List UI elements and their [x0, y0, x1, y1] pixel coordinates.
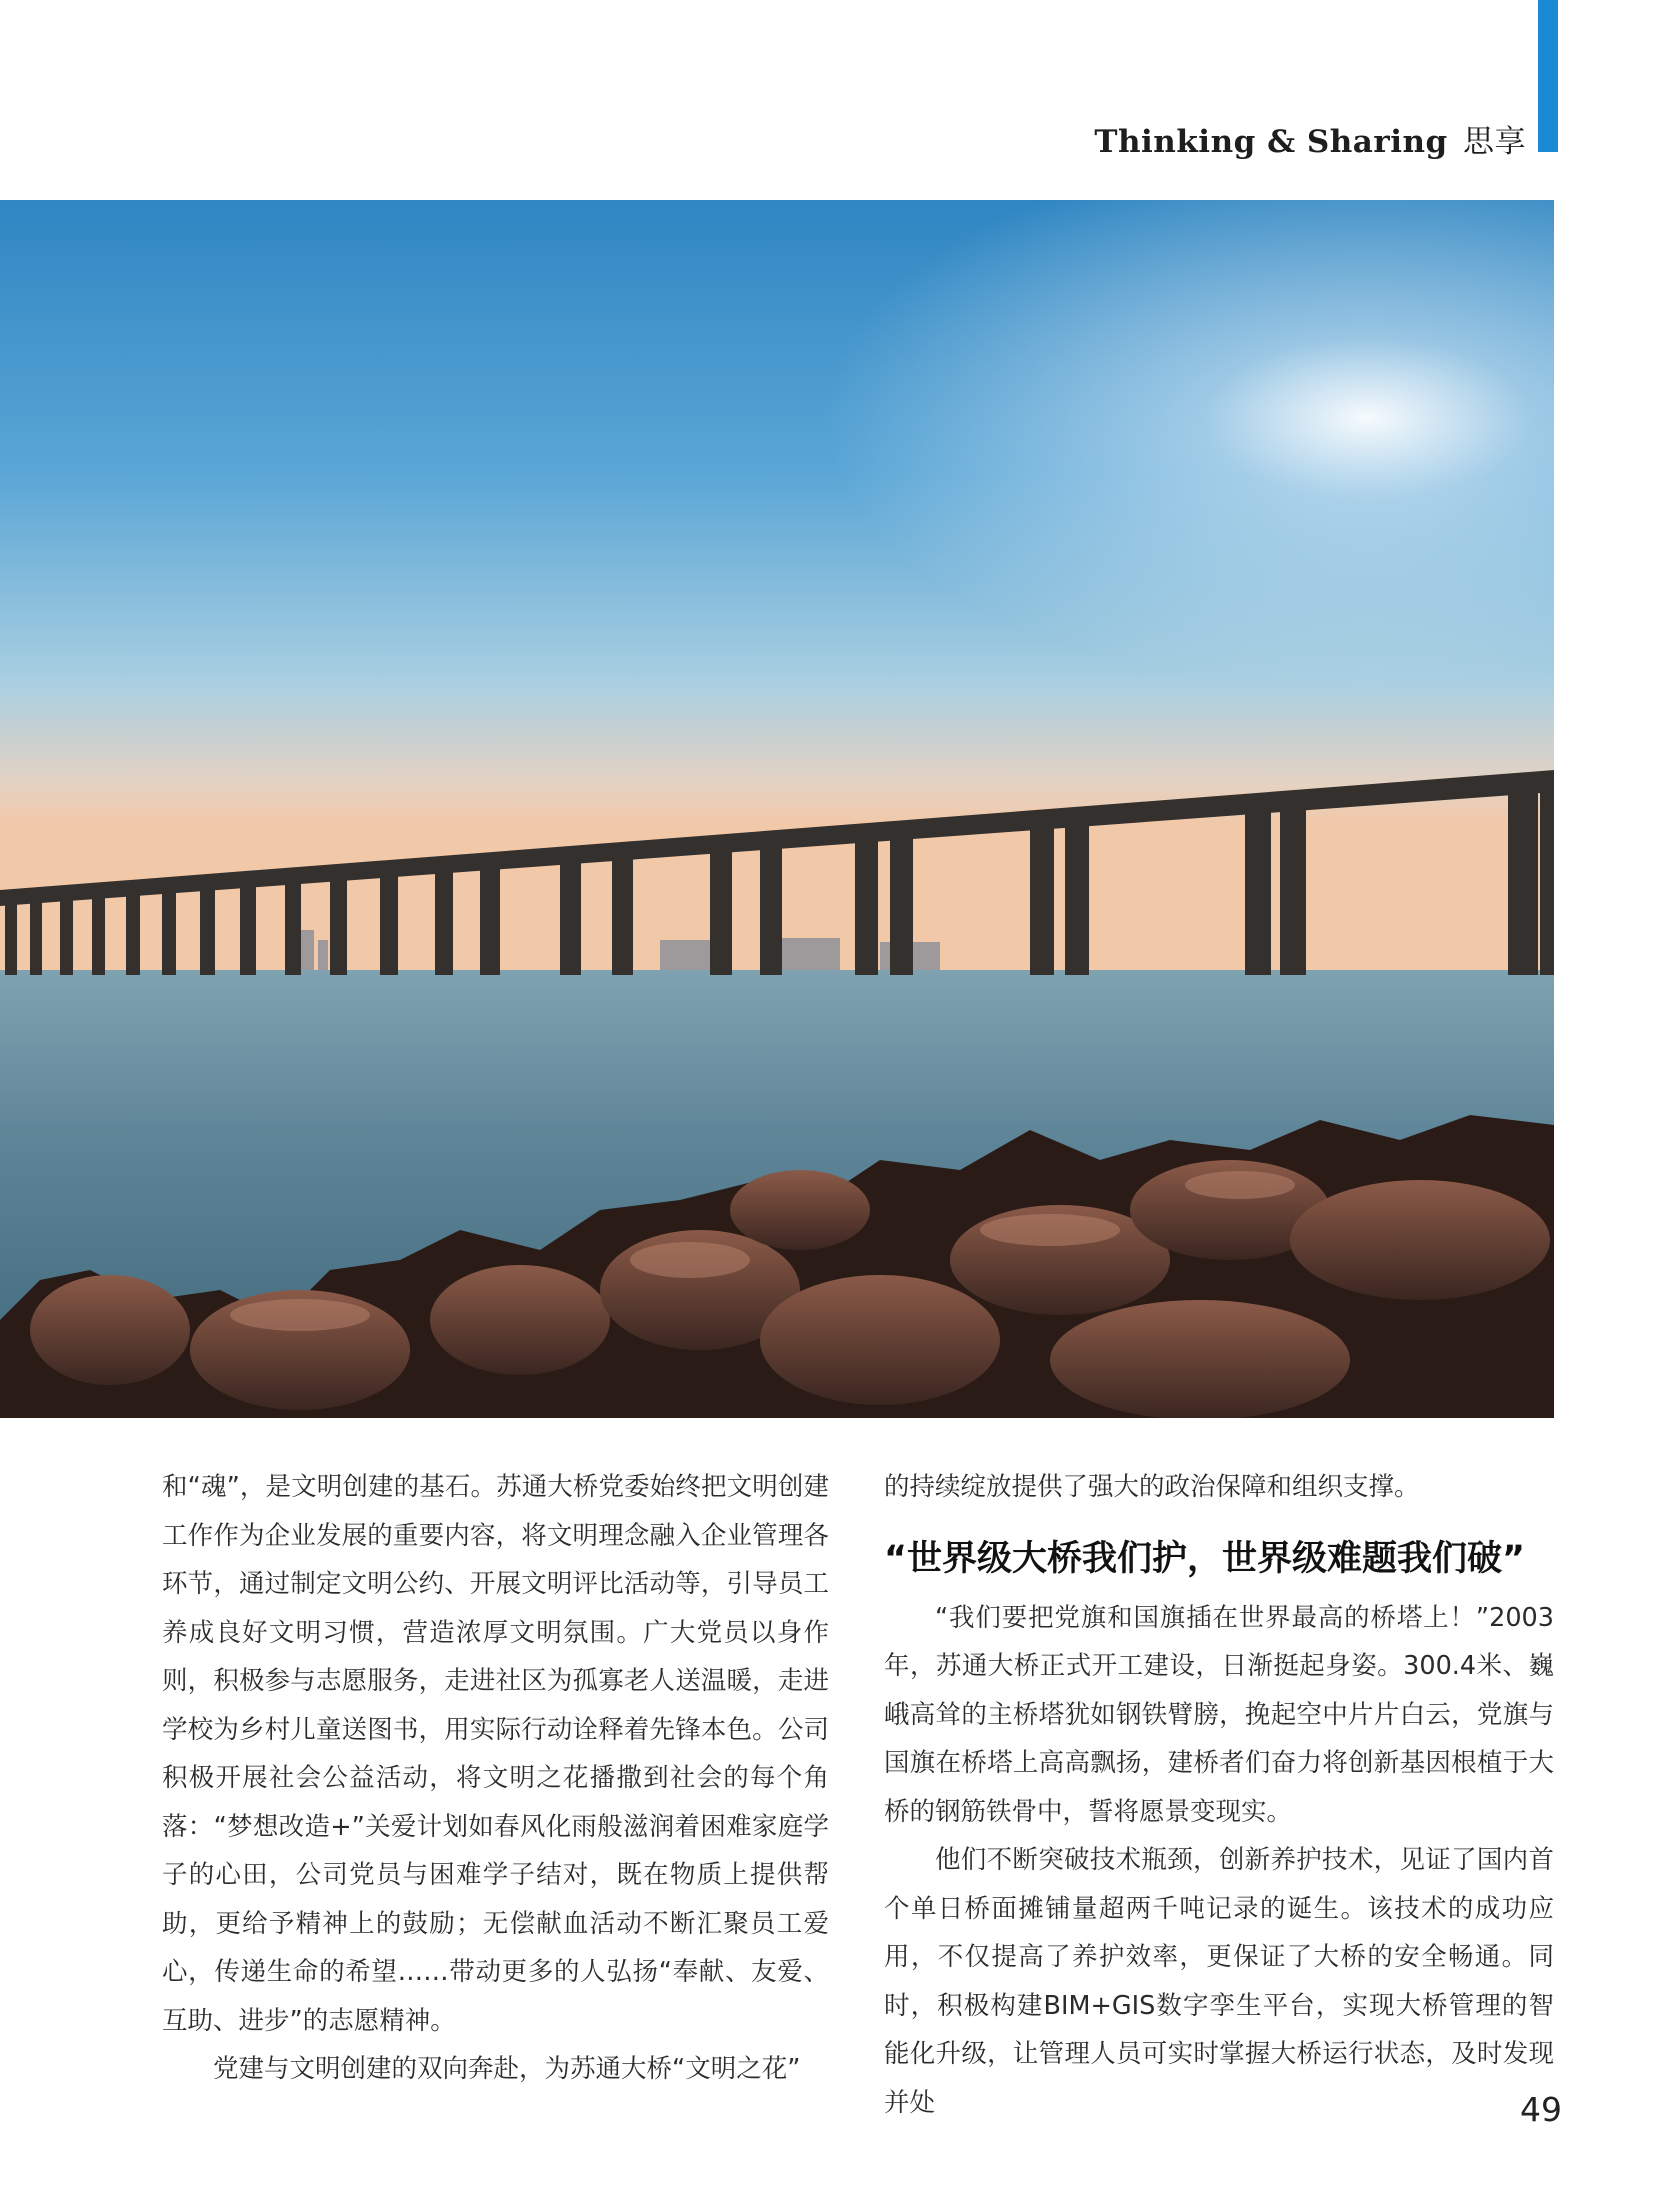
section-title-zh: 思享	[1463, 124, 1526, 160]
right-paragraph-3: 他们不断突破技术瓶颈，创新养护技术，见证了国内首个单日桥面摊铺量超两千吨记录的诞生。该技术的成功应用，不仅提高了养护效率，更保证了大桥的安全畅通。同时，积极构建BIM+GIS数字孪生平台，实现大桥管理的智能化升级，让管理人员可实时掌握大桥运行状态，及时发现并处	[884, 1845, 1554, 2118]
section-title-en: Thinking & Sharing	[1094, 124, 1448, 160]
section-header	[1094, 116, 1526, 161]
left-paragraph-2: 党建与文明创建的双向奔赴，为苏通大桥“文明之花”	[213, 2054, 801, 2084]
right-paragraph-1: 的持续绽放提供了强大的政治保障和组织支撑。	[884, 1472, 1420, 1502]
right-paragraph-2: “我们要把党旗和国旗插在世界最高的桥塔上！”2003年，苏通大桥正式开工建设，日渐挺起身姿。300.4米、巍峨高耸的主桥塔犹如钢铁臂膀，挽起空中片片白云，党旗与国旗在桥塔上高高飘扬，建桥者们奋力将创新基因根植于大桥的钢筋铁骨中，誓将愿景变现实。	[884, 1602, 1554, 1827]
header-accent-bar	[1538, 0, 1558, 152]
section-heading: “世界级大桥我们护，世界级难题我们破”	[884, 1538, 1526, 1579]
right-text-column	[884, 1463, 1554, 2127]
left-paragraph-1: 和“魂”，是文明创建的基石。苏通大桥党委始终把文明创建工作作为企业发展的重要内容，将文明理念融入企业管理各环节，通过制定文明公约、开展文明评比活动等，引导员工养成良好文明习惯，营造浓厚文明氛围。广大党员以身作则，积极参与志愿服务，走进社区为孤寡老人送温暖，走进学校为乡村儿童送图书，用实际行动诠释着先锋本色。公司积极开展社会公益活动，将文明之花播撒到社会的每个角落：“梦想改造+”关爱计划如春风化雨般滋润着困难家庭学子的心田，公司党员与困难学子结对，既在物质上提供帮助，更给予精神上的鼓励；无偿献血活动不断汇聚员工爱心，传递生命的希望……带动更多的人弘扬“奉献、友爱、互助、进步”的志愿精神。	[162, 1472, 829, 2036]
page-number: 49	[1520, 2090, 1562, 2129]
left-text-column	[162, 1463, 829, 2094]
bridge-over-sea-photo	[0, 200, 1554, 1418]
